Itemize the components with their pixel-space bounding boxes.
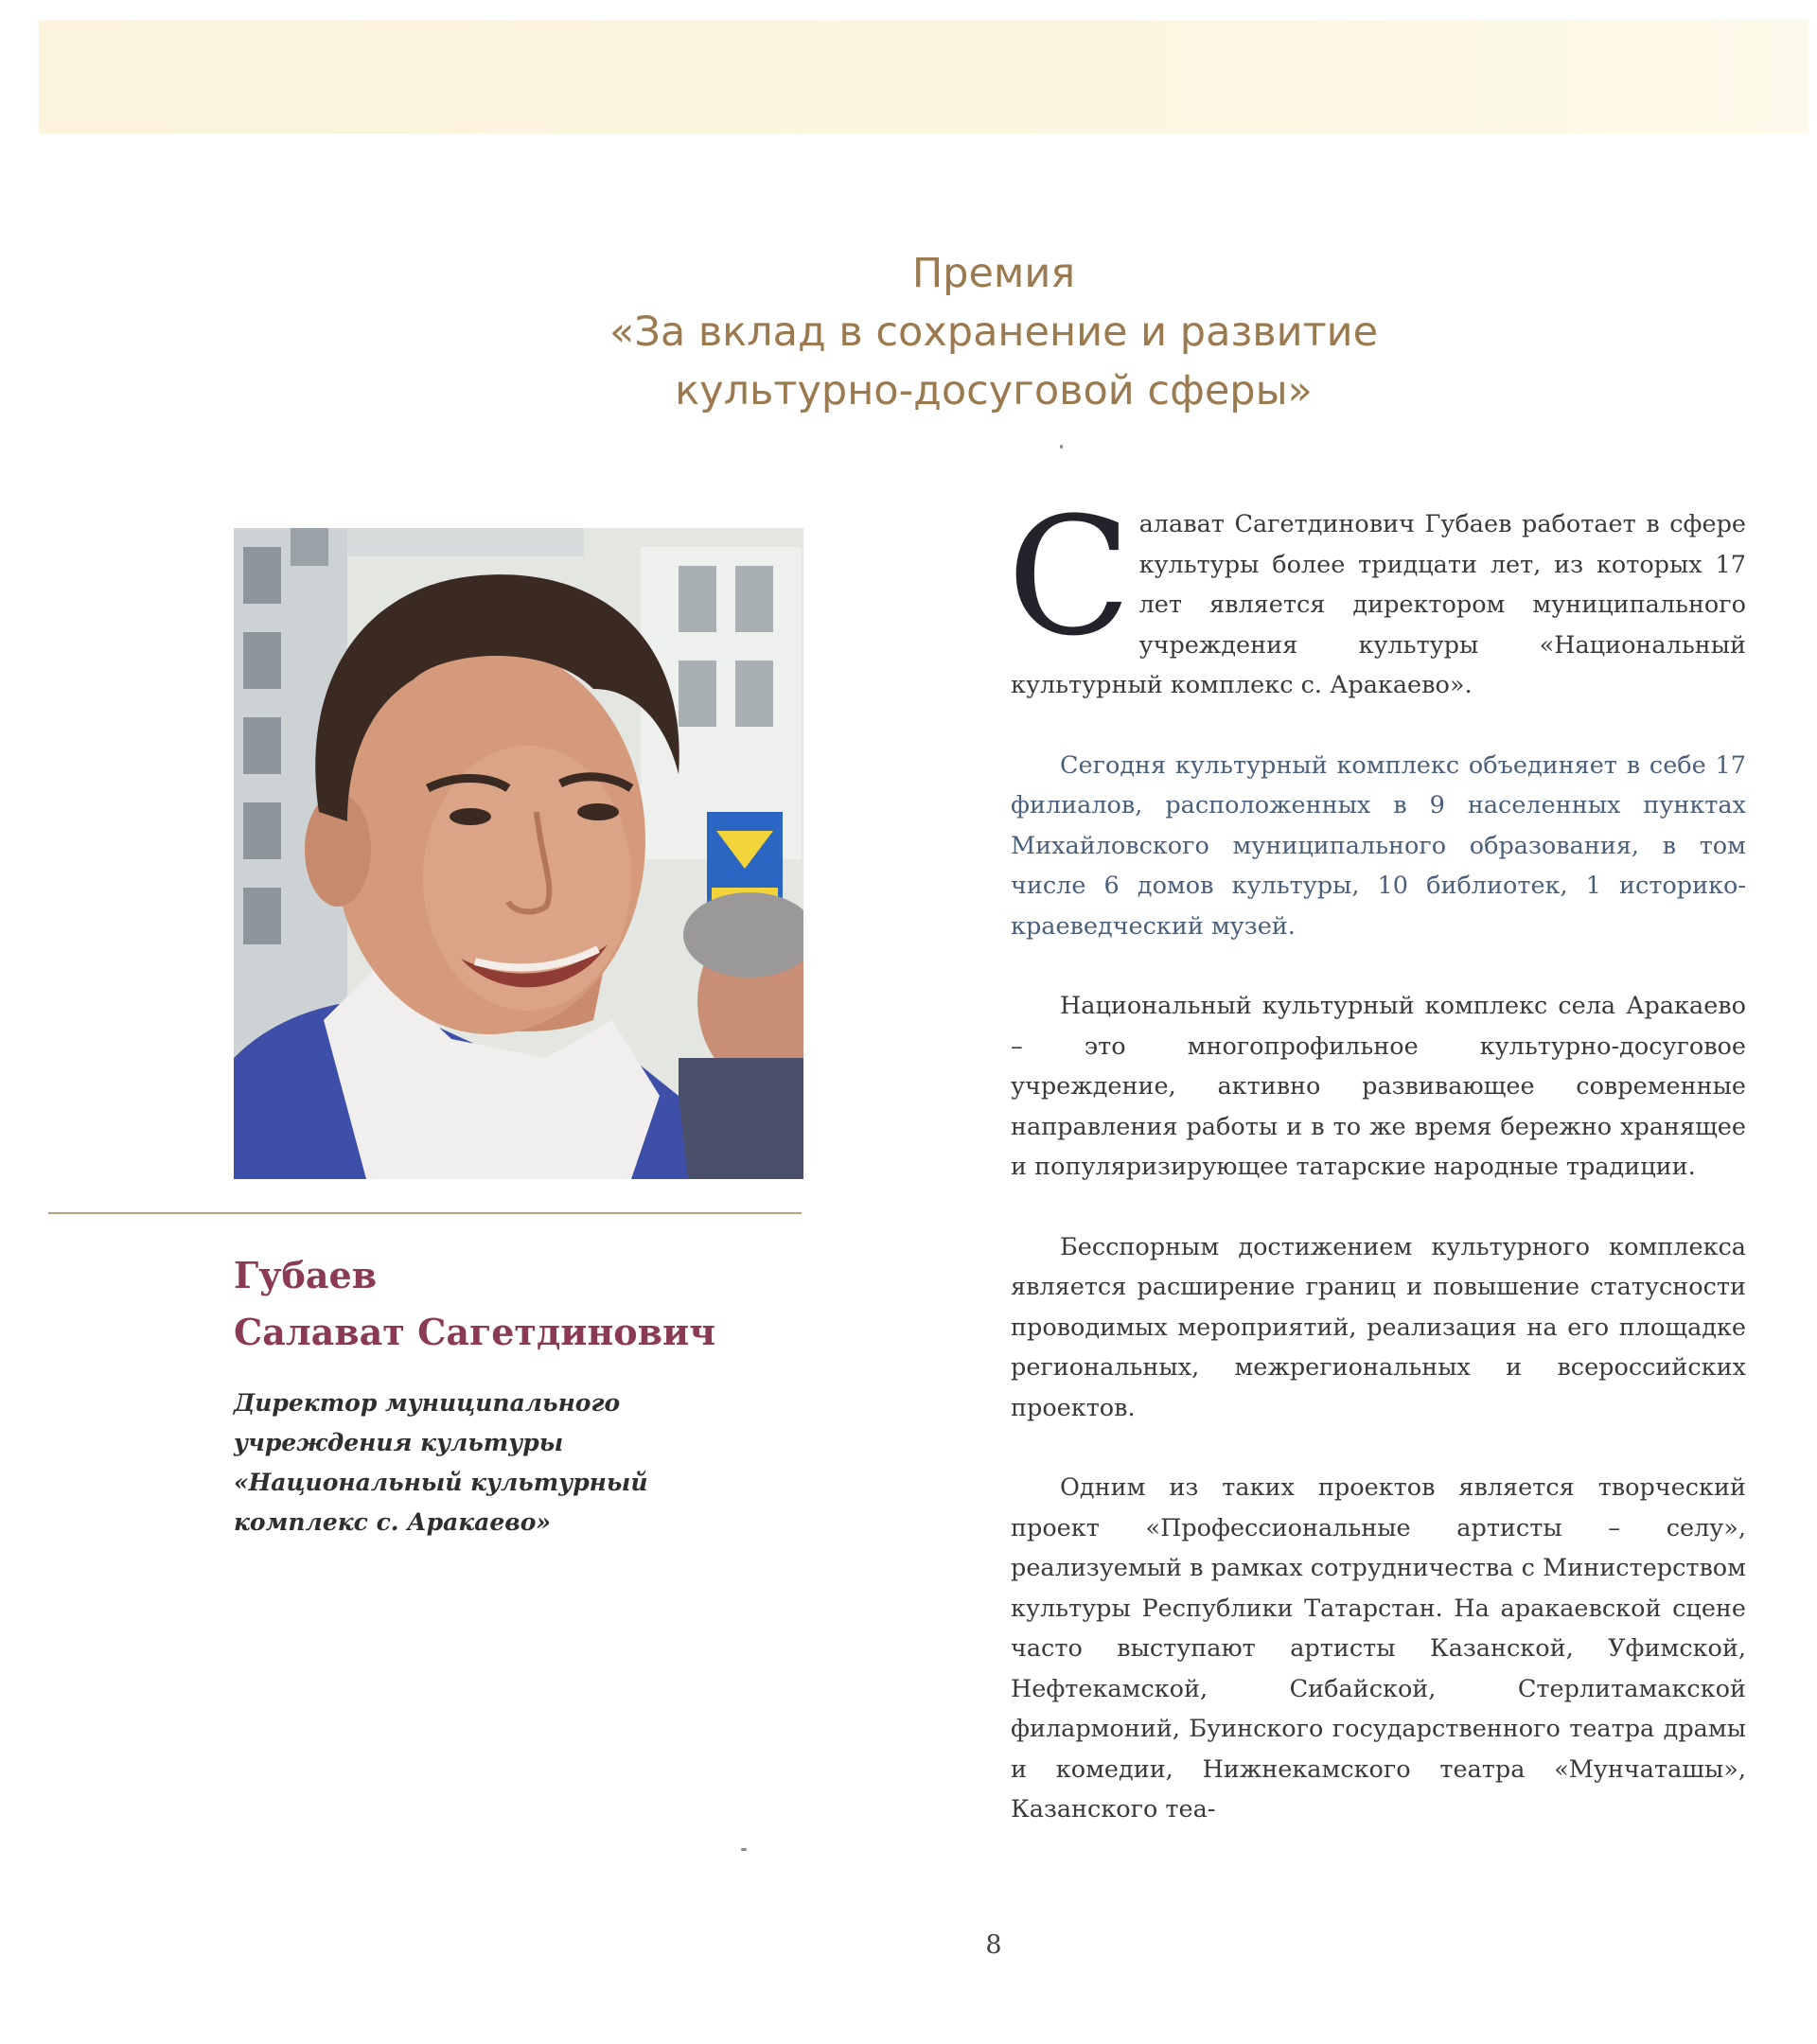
person-name xyxy=(234,1247,802,1361)
person-given-name: Салават Сагетдинович xyxy=(234,1311,716,1353)
role-line-3: «Национальный культурный xyxy=(234,1469,648,1496)
role-line-1: Директор муниципального xyxy=(234,1389,621,1417)
article-paragraph-5: Одним из таких проектов является творческий проект «Профессиональные артисты – селу», реализуемый в рамках сотрудничества с Министерством культуры Республики Татарстан. На аракаевской сцене часто выступают артисты Казанской, Уфимской, Нефтекамской, Сибайской, Стерлитамакской филармоний, Буинского государственного театра драмы и комедии, Нижнекамского театра «Мунчаташы», Казанского теа- xyxy=(1011,1473,1746,1824)
section-divider xyxy=(48,1212,802,1214)
article-paragraph-1 xyxy=(1007,482,1746,706)
article-paragraph-3: Национальный культурный комплекс села Аракаево – это многопрофильное культурно-досуговое учреждение, активно развивающее современные направления работы и в то же время бережно хранящее и популяризирующее татарские народные традиции. xyxy=(1011,992,1746,1181)
portrait-photo xyxy=(234,528,803,1179)
article-body xyxy=(1007,482,1746,1870)
person-role xyxy=(234,1383,764,1542)
page-number: 8 xyxy=(985,1930,1002,1960)
article-paragraph-4: Бесспорным достижением культурного комплекса является расширение границ и повышение статусности проводимых мероприятий, реализация на его площадке региональных, межрегиональных и всероссийских проектов. xyxy=(1011,1232,1746,1422)
page-title xyxy=(284,244,1703,420)
drop-cap: С xyxy=(1007,482,1132,672)
role-line-2: учреждения культуры xyxy=(234,1429,564,1456)
print-speck xyxy=(1060,445,1063,449)
title-line-3: культурно-досуговой сферы» xyxy=(675,367,1313,414)
role-line-4: комплекс с. Аракаево» xyxy=(234,1508,551,1536)
person-surname: Губаев xyxy=(234,1254,378,1296)
top-decorative-band xyxy=(39,20,1808,133)
paragraph-1-text: алават Сагетдинович Губаев работает в сфере культуры более тридцати лет, из которых 17 лет является директором муниципального учреждения культуры «Национальный культурный комплекс с. Аракаево». xyxy=(1011,510,1746,699)
title-line-1: Премия xyxy=(911,250,1076,297)
print-speck xyxy=(741,1848,747,1851)
article-paragraph-2: Сегодня культурный комплекс объединяет в себе 17 филиалов, расположенных в 9 населенных пунктах Михайловского муниципального образования, в том числе 6 домов культуры, 10 библиотек, 1 историко-краеведческий музей. xyxy=(1011,750,1746,941)
title-line-2: «За вклад в сохранение и развитие xyxy=(609,308,1379,356)
